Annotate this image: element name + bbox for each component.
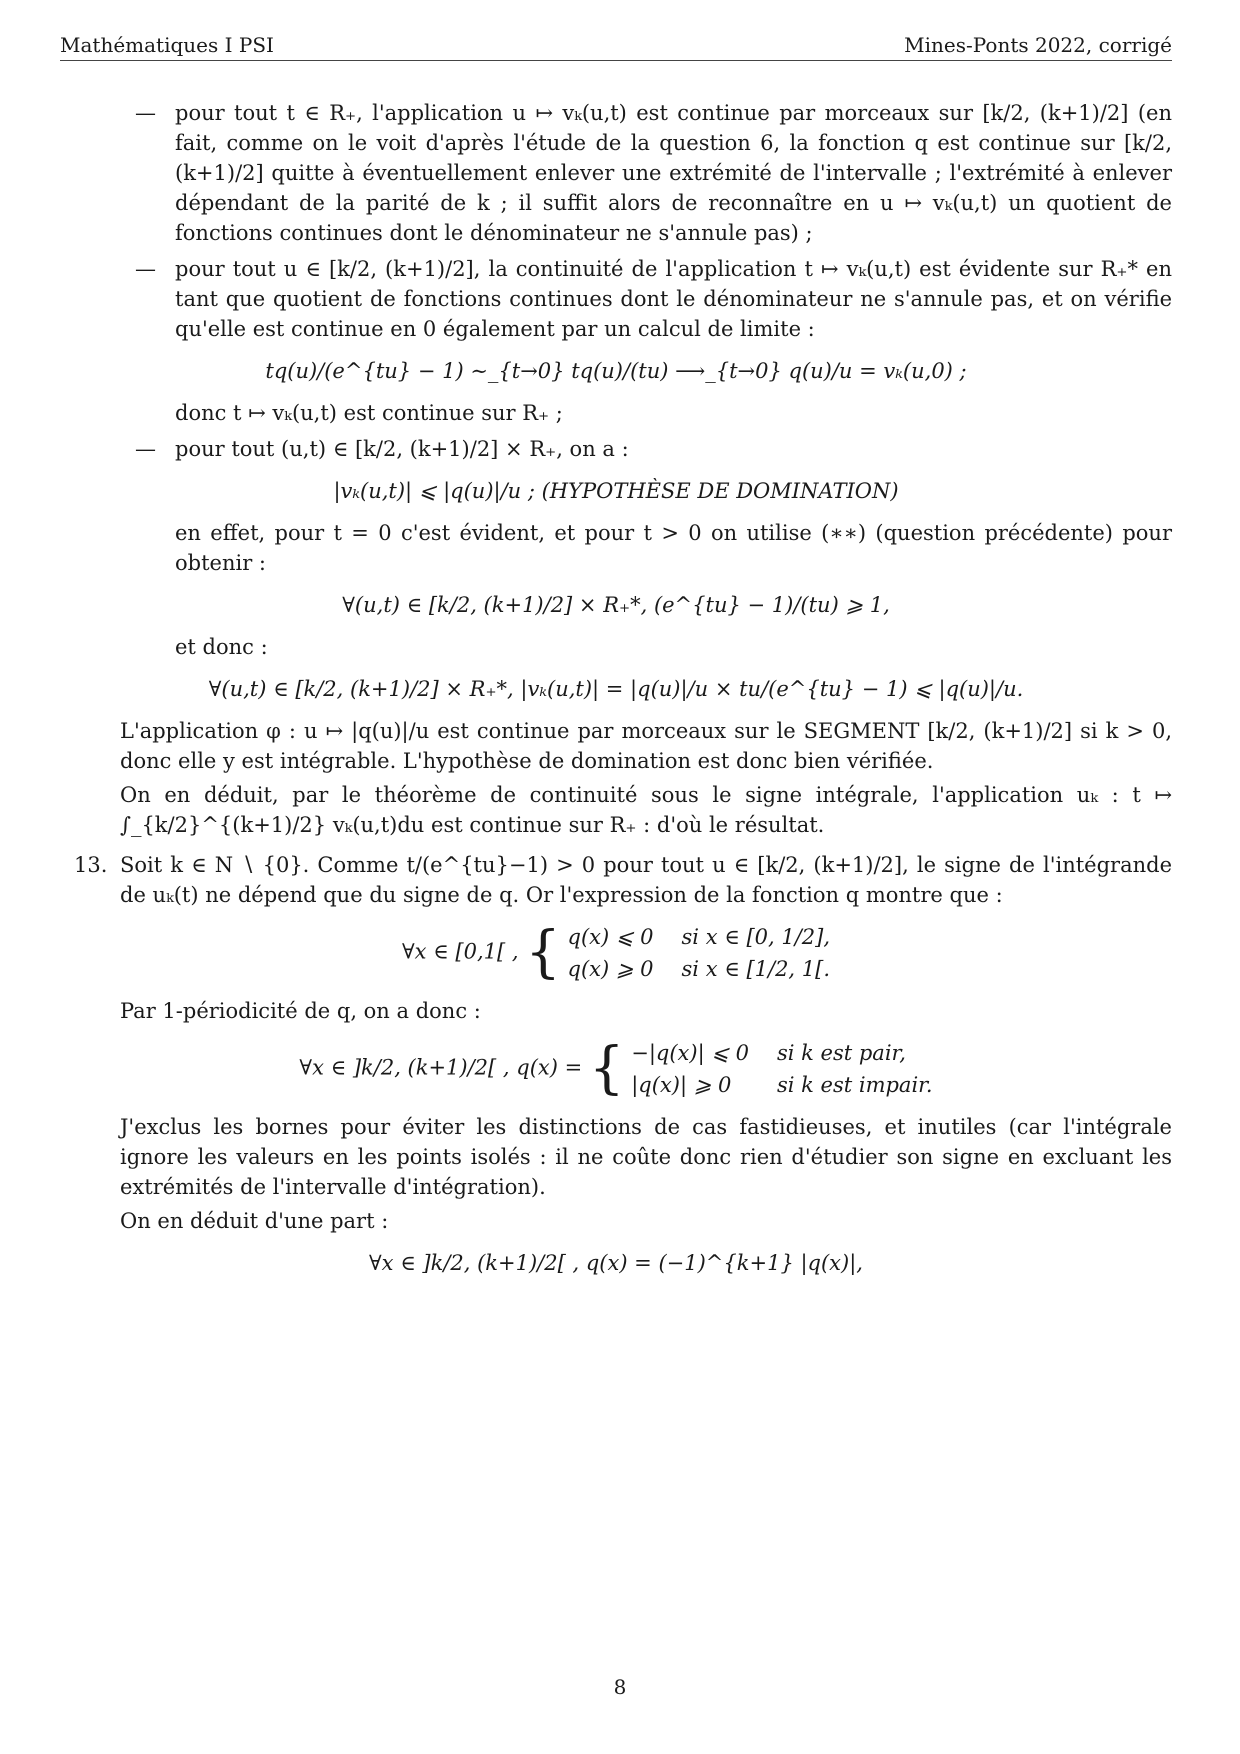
inequality-equation-1: ∀(u,t) ∈ [k/2, (k+1)/2] × R₊*, (e^{tu} − 1)/(tu) ⩾ 1,	[342, 593, 890, 617]
bullet-item	[60, 254, 1172, 344]
bullet-dash: —	[135, 257, 156, 281]
case-condition: si x ∈ [0, 1/2],	[681, 925, 831, 949]
header-left: Mathématiques I PSI	[60, 33, 274, 57]
et-donc-text: et donc :	[175, 635, 268, 659]
bullet-dash: —	[135, 101, 156, 125]
header-right: Mines-Ponts 2022, corrigé	[904, 33, 1172, 57]
case-condition: si x ∈ [1/2, 1[.	[681, 957, 831, 981]
case-condition: si k est pair,	[776, 1041, 906, 1065]
question-number: 13.	[74, 853, 108, 877]
sign-cases-label: ∀x ∈ [0,1[ ,	[401, 939, 519, 964]
deduit-text: On en déduit d'une part :	[120, 1209, 389, 1233]
question-13	[60, 850, 1172, 910]
page-number: 8	[613, 1675, 627, 1699]
periodicity-text: Par 1-périodicité de q, on a donc :	[120, 999, 481, 1023]
sign-cases-equation	[60, 922, 1172, 984]
bullet-text: pour tout (u,t) ∈ [k/2, (k+1)/2] × R₊, on a :	[175, 437, 629, 461]
question-13-text: Soit k ∈ N ∖ {0}. Comme t/(e^{tu}−1) > 0 pour tout u ∈ [k/2, (k+1)/2], le signe de l'intégrande de uₖ(t) ne dépend que du signe de q. Or l'expression de la fonction q montre que :	[120, 853, 1172, 907]
domination-equation: |vₖ(u,t)| ⩽ |q(u)|/u ; (HYPOTHÈSE DE DOMINATION)	[333, 479, 899, 503]
bullet-item	[60, 98, 1172, 248]
parity-cases-grid	[631, 1038, 932, 1100]
parity-cases-equation	[60, 1038, 1172, 1100]
final-equation: ∀x ∈ ]k/2, (k+1)/2[ , q(x) = (−1)^{k+1} |q(x)|,	[369, 1251, 863, 1275]
page-content	[60, 98, 1172, 1290]
bullet-item	[60, 434, 1172, 464]
inequality-equation-2: ∀(u,t) ∈ [k/2, (k+1)/2] × R₊*, |vₖ(u,t)| = |q(u)|/u × tu/(e^{tu} − 1) ⩽ |q(u)|/u.	[208, 677, 1024, 701]
case-condition: si k est impair.	[776, 1073, 933, 1097]
case-expression: q(x) ⩽ 0	[567, 925, 654, 949]
phi-paragraph: L'application φ : u ↦ |q(u)|/u est continue par morceaux sur le SEGMENT [k/2, (k+1)/2] si k > 0, donc elle y est intégrable. L'hypothèse de domination est donc bien vérifiée.	[120, 719, 1172, 773]
header-rule	[60, 60, 1172, 61]
bullet-dash: —	[135, 437, 156, 461]
bullet-text: pour tout u ∈ [k/2, (k+1)/2], la continuité de l'application t ↦ vₖ(u,t) est évidente sur R₊* en tant que quotient de fonctions continues dont le dénominateur ne s'annule pas, et on vérifie qu'elle est continue en 0 également par un calcul de limite :	[175, 257, 1172, 341]
case-expression: |q(x)| ⩾ 0	[631, 1073, 732, 1097]
sign-cases-grid	[568, 922, 830, 984]
parity-cases-label: ∀x ∈ ]k/2, (k+1)/2[ , q(x) =	[299, 1055, 583, 1080]
after-limit-text: donc t ↦ vₖ(u,t) est continue sur R₊ ;	[175, 401, 563, 425]
bullet-text: pour tout t ∈ R₊, l'application u ↦ vₖ(u,t) est continue par morceaux sur [k/2, (k+1)/2] (en fait, comme on le voit d'après l'étude de la question 6, la fonction q est continue sur [k/2, (k+1)/2] quitte à éventuellement enlever une extrémité de l'intervalle ; l'extrémité à enlever dépendant de la parité de k ; il suffit alors de reconnaître en u ↦ vₖ(u,t) un quotient de fonctions continues dont le dénominateur ne s'annule pas) ;	[175, 101, 1172, 245]
limit-equation: tq(u)/(e^{tu} − 1) ∼_{t→0} tq(u)/(tu) ⟶_{t→0} q(u)/u = vₖ(u,0) ;	[265, 359, 967, 383]
domination-explanation: en effet, pour t = 0 c'est évident, et pour t > 0 on utilise (∗∗) (question précédente) pour obtenir :	[175, 521, 1172, 575]
case-expression: q(x) ⩾ 0	[567, 957, 654, 981]
conclusion-paragraph: On en déduit, par le théorème de continuité sous le signe intégrale, l'application uₖ : t ↦ ∫_{k/2}^{(k+1)/2} vₖ(u,t)du est continue sur R₊ : d'où le résultat.	[120, 783, 1172, 837]
left-brace: {	[525, 920, 561, 985]
case-expression: −|q(x)| ⩽ 0	[631, 1041, 749, 1065]
left-brace: {	[588, 1036, 625, 1101]
exclusion-paragraph: J'exclus les bornes pour éviter les distinctions de cas fastidieuses, et inutiles (car l'intégrale ignore les valeurs en les points isolés : il ne coûte donc rien d'étudier son signe en excluant les extrémités de l'intervalle d'intégration).	[120, 1115, 1172, 1199]
